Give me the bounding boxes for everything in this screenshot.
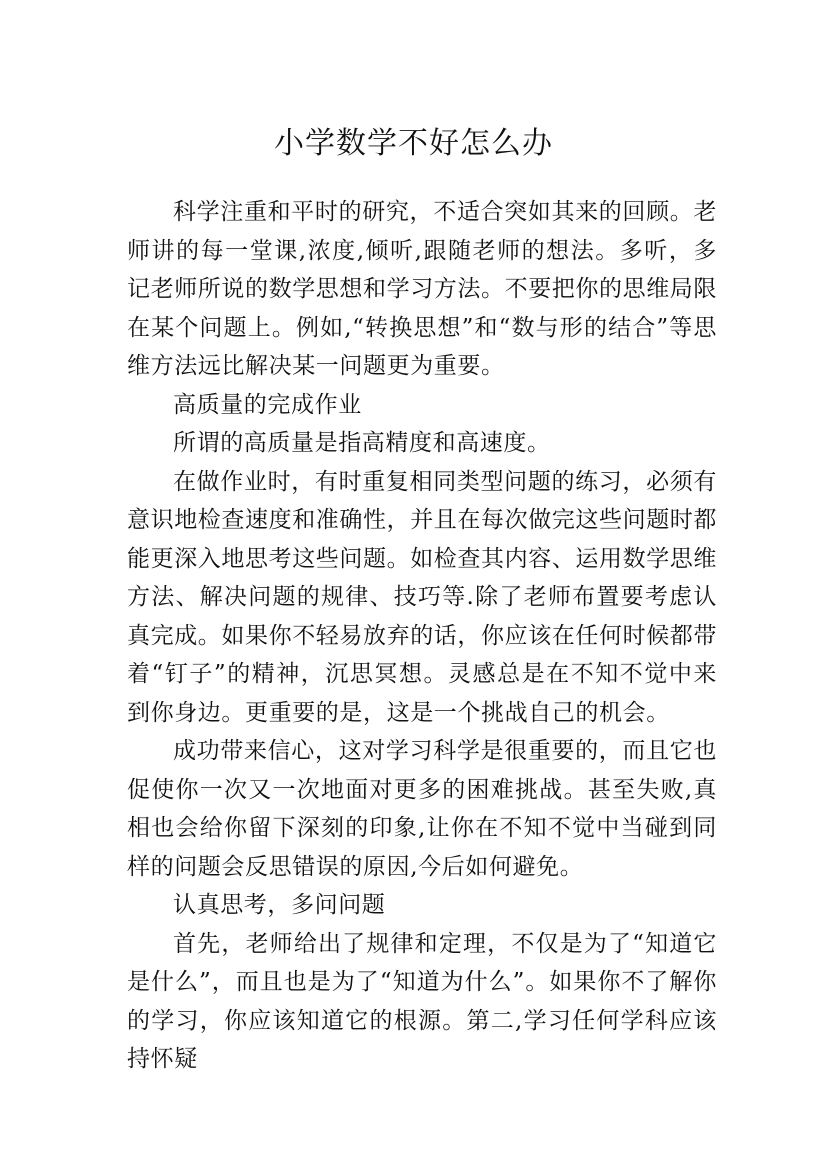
document-title: 小学数学不好怎么办	[274, 126, 553, 162]
paragraph-homework-practice: 在做作业时，有时重复相同类型问题的练习，必须有意识地检查速度和准确性，并且在每次做完这些问题时都能更深入地思考这些问题。如检查其内容、运用数学思维方法、解决问题的规律、技巧等.除了老师布置要考虑认真完成。如果你不轻易放弃的话，你应该在任何时候都带着“钉子”的精神，沉思冥想。灵感总是在不知不觉中来到你身边。更重要的是，这是一个挑战自己的机会。	[127, 468, 717, 726]
paragraph-quality-definition: 所谓的高质量是指高精度和高速度。	[173, 430, 551, 456]
heading-think-ask: 认真思考，多问问题	[173, 892, 386, 918]
document-body	[127, 193, 717, 1079]
paragraph-questions: 首先，老师给出了规律和定理，不仅是为了“知道它是什么”，而且也是为了“知道为什么”。如果你不了解你的学习，你应该知道它的根源。第二,学习任何学科应该持怀疑	[127, 930, 717, 1072]
paragraph-confidence: 成功带来信心，这对学习科学是很重要的，而且它也促使你一次又一次地面对更多的困难挑战。甚至失败,真相也会给你留下深刻的印象,让你在不知不觉中当碰到同样的问题会反思错误的原因,今后如何避免。	[127, 738, 717, 880]
heading-homework: 高质量的完成作业	[173, 391, 362, 418]
paragraph-intro: 科学注重和平时的研究，不适合突如其来的回顾。老师讲的每一堂课,浓度,倾听,跟随老师的想法。多听，多记老师所说的数学思想和学习方法。不要把你的思维局限在某个问题上。例如,“转换思想”和“数与形的结合”等思维方法远比解决某一问题更为重要。	[127, 199, 717, 379]
